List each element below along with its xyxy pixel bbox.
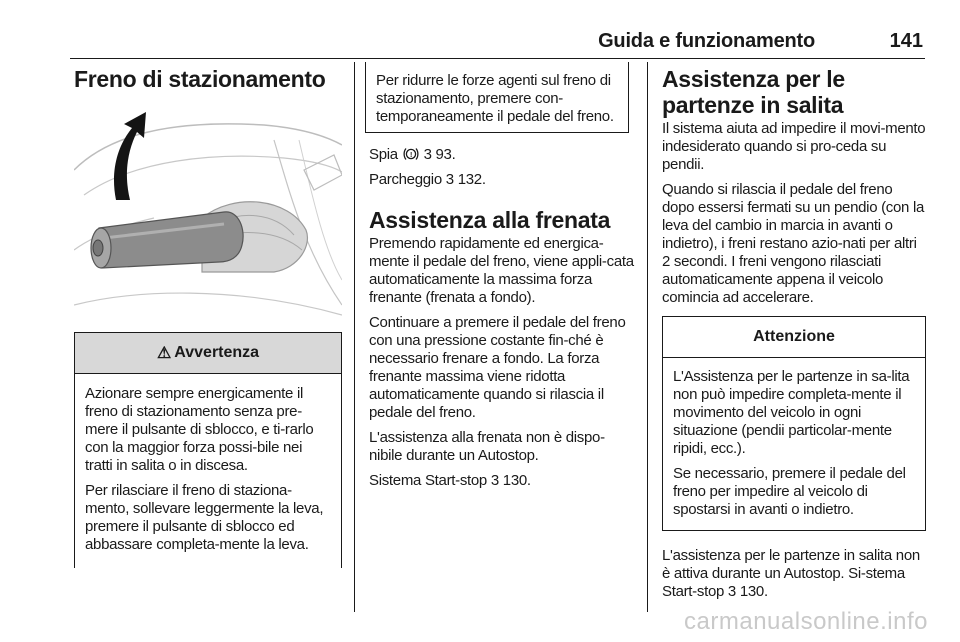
warning-title: Avvertenza bbox=[174, 344, 260, 361]
reference-link[interactable]: 130. bbox=[739, 583, 768, 600]
page-header bbox=[70, 18, 925, 59]
attention-paragraph: Se necessario, premere il pedale del freno per impedire al veicolo di spostarsi in avanti o indietro. bbox=[673, 465, 906, 518]
warning-paragraph: Azionare sempre energicamente il freno di stazionamento senza pre-mere il pulsante di sblocco, e ti-rarlo con la maggior forza possi-bile nei tratti in salita o in discesa. bbox=[85, 385, 314, 474]
svg-text:!: ! bbox=[409, 152, 412, 159]
body-paragraph: L'assistenza alla frenata non è dispo-nibile durante un Autostop. bbox=[369, 429, 605, 464]
body-paragraph: Quando si rilascia il pedale del freno dopo essersi fermati su un pendio (con la leva del cambio in marcia in avanti o indietro), i freni restano azio-nati per altri 2 secondi. I freni vengono rilasciati automaticamente appena il veicolo comincia ad accelerare. bbox=[662, 181, 925, 306]
column-1 bbox=[74, 62, 342, 568]
reference-start-stop: Sistema Start-stop 3 130. bbox=[369, 472, 531, 489]
parking-brake-warning-icon bbox=[403, 147, 419, 161]
section-title-hill-start-assist: Assistenza per le partenze in salita bbox=[662, 66, 845, 118]
reference-link[interactable]: 93. bbox=[435, 146, 456, 163]
section-title-parking-brake: Freno di stazionamento bbox=[74, 66, 326, 92]
footer-paragraph: L'assistenza per le partenze in salita non è attiva durante un Autostop. Si-stema Start-stop 3 130. bbox=[662, 547, 920, 600]
warning-triangle-icon: ⚠ bbox=[156, 345, 172, 362]
reference-spia: Spia ! 3 93. bbox=[369, 146, 456, 163]
reference-parcheggio: Parcheggio 3 132. bbox=[369, 171, 486, 188]
page-number: 141 bbox=[889, 30, 923, 52]
reference-link[interactable]: 130. bbox=[502, 472, 531, 489]
warning-box-header bbox=[75, 333, 341, 374]
parking-brake-illustration bbox=[74, 100, 342, 320]
attention-paragraph: L'Assistenza per le partenze in sa-lita non può impedire completa-mente il movimento del veicolo in ogni situazione (pendii particolar-mente ripidi, ecc.). bbox=[673, 368, 910, 457]
attention-box-header bbox=[663, 317, 925, 358]
chapter-title: Guida e funzionamento bbox=[598, 30, 815, 52]
column-3 bbox=[662, 62, 926, 608]
note-text: Per ridurre le forze agenti sul freno di stazionamento, premere con-temporaneamente il pedale del freno. bbox=[376, 72, 614, 125]
body-paragraph: Continuare a premere il pedale del freno con una pressione costante fin-ché è necessario frenare a fondo. La forza frenante massima viene ridotta automaticamente quando si rilascia il pedale del freno. bbox=[369, 314, 626, 421]
body-paragraph: Premendo rapidamente ed energica-mente il pedale del freno, viene appli-cata automaticamente la massima forza frenante (frenata a fondo). bbox=[369, 235, 634, 306]
attention-box bbox=[662, 316, 926, 531]
warning-paragraph: Per rilasciare il freno di staziona-mento, sollevare leggermente la leva, premere il pulsante di sblocco ed abbassare completa-mente la leva. bbox=[85, 482, 324, 553]
section-title-brake-assist: Assistenza alla frenata bbox=[369, 207, 611, 233]
warning-box bbox=[74, 332, 342, 568]
body-paragraph: Il sistema aiuta ad impedire il movi-mento indesiderato quando si pro-ceda su pendii. bbox=[662, 120, 926, 173]
attention-title: Attenzione bbox=[753, 328, 835, 345]
note-box bbox=[365, 62, 629, 133]
column-divider-2 bbox=[647, 62, 648, 612]
column-divider-1 bbox=[354, 62, 355, 612]
reference-link[interactable]: 132. bbox=[457, 171, 486, 188]
column-2 bbox=[369, 62, 635, 497]
watermark: carmanualsonline.info bbox=[684, 608, 928, 635]
